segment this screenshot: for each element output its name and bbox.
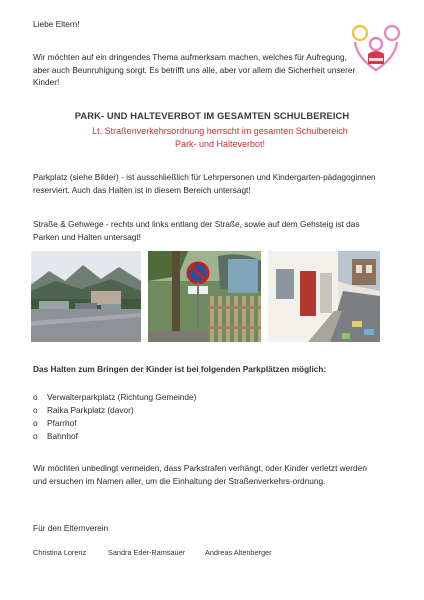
list-item-label: Raika Parkplatz (davor) [47,404,134,415]
photo-parking-lot [31,251,141,342]
list-item-label: Pfarrhof [47,417,77,428]
signer-name: Christina Lorenz [33,548,87,557]
photo-school-entrance [268,251,380,342]
list-bullet: o [33,392,38,402]
street-paragraph: Straße & Gehwege - rechts und links entlang der Straße, sowie auf dem Gehsteig ist das Parken und Halten untersagt! [33,219,360,242]
subtitle-line-2: Park- und Halteverbot! [174,139,266,149]
photo-no-parking-sign [148,251,261,342]
page-title: PARK- UND HALTEVERBOT IM GESAMTEN SCHULBEREICH [74,110,350,121]
list-item [33,417,196,430]
greeting: Liebe Eltern! [33,19,80,29]
list-bullet: o [33,417,38,428]
list-item [33,391,196,404]
list-bullet: o [33,404,38,415]
list-item-label: Bahnhof [47,430,78,441]
list-item [33,430,196,443]
parking-options-heading: Das Halten zum Bringen der Kinder ist bei folgenden Parkplätzen möglich: [33,364,327,374]
parking-options-list [33,391,196,443]
list-item [33,404,196,417]
intro-paragraph: Wir möchten auf ein dringendes Thema aufmerksam machen, welches für Aufregung, aber auch Beunruhigung sorgt. Es betrifft uns alle, aber vor allem die Sicherheit unserer Kinder! [33,52,356,88]
list-item-label: Verwalterparkplatz (Richtung Gemeinde) [47,392,197,402]
parking-paragraph: Parkplatz (siehe Bilder) - ist ausschließlich für Lehrpersonen und Kindergarten-pädagoginnen reserviert. Auch das Halten ist in diesem Bereich untersagt! [33,172,376,195]
closing-paragraph: Wir möchten unbedingt vermeiden, dass Parkstrafen verhängt, oder Kinder verletzt werden und ersuchen im Namen aller, um die Einhaltung der Straßenverkehrs-ordnung. [33,463,367,486]
list-bullet: o [33,430,38,441]
signer-name: Sandra Eder-Ramsauer [108,548,186,557]
signer-name: Andreas Altenberger [205,548,272,557]
subtitle-line-1: Lt. Straßenverkehrsordnung herrscht im gesamten Schulbereich [92,126,348,136]
signature-intro: Für den Elternverein [33,523,109,533]
subtitle [40,125,400,151]
